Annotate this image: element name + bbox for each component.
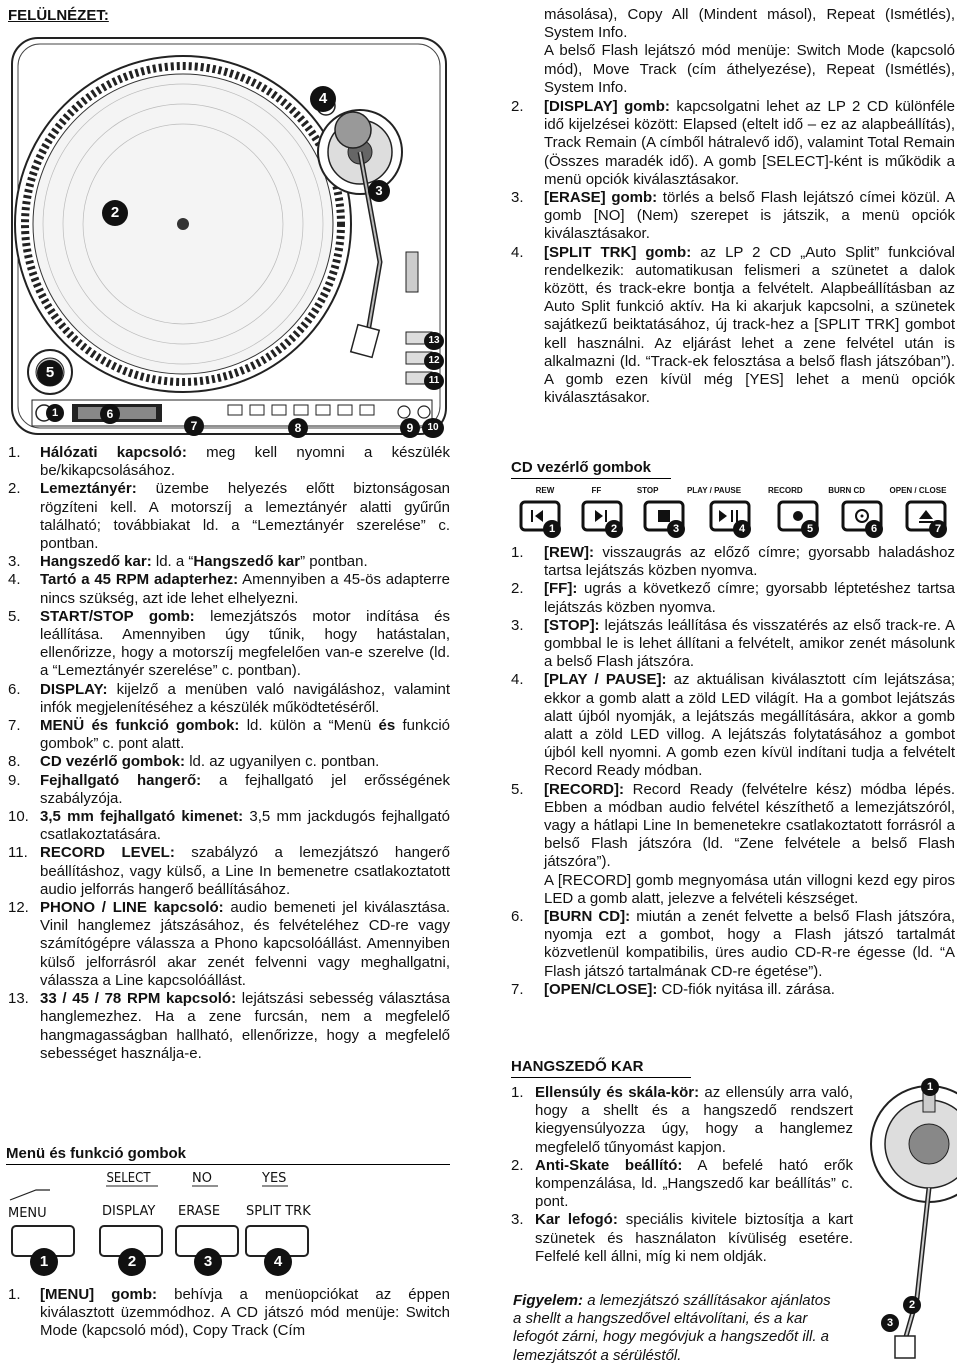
label-erase: ERASE [178, 1204, 221, 1219]
cd-label-rew: REW [535, 486, 555, 495]
menu-section-heading: Menü és funkció gombok [6, 1145, 450, 1165]
callout-2: 2 [102, 200, 128, 226]
list-item: 6. DISPLAY: kijelző a menüben való navigáláshoz, valamint infók megjelenítéséhez a készülék működtetéséről. [8, 680, 450, 716]
list-item: 9. Fejhallgató hangerő: a fejhallgató jel erősségének szabályzója. [8, 771, 451, 807]
callout-12: 12 [424, 352, 444, 370]
cd-badge-4: 4 [733, 520, 751, 538]
label-display: DISPLAY [102, 1204, 156, 1219]
arm-section-heading: HANGSZEDŐ KAR [511, 1058, 691, 1078]
list-item: 1. Ellensúly és skála-kör: az ellensúly arra való, hogy a shellt és a hangszedő rendszert kiegyensúlyozza úgy, hogy a hanglemez megfelelő tűnyomást kapjon. [511, 1084, 853, 1156]
label-menu: MENU [8, 1206, 47, 1221]
overview-heading: FELÜLNÉZET: [8, 7, 109, 24]
list-item: 5. [RECORD]: Record Ready (felvételre kész) módba lépés. Ebben a módban audio felvétel készíthető a lemezjátszóról, vagy a hátlapi Line In bemenetekre csatlakoztatott forrásról a belső Flash játszóra (ld. “Zene felvétele a belső Flash játszóra”). A [RECORD] gomb megnyomása után villogni kezd egy piros LED a gomb alatt, jelezve a felvételi készséget. [511, 780, 955, 907]
callout-6: 6 [100, 404, 120, 424]
callout-5: 5 [37, 360, 63, 386]
list-item: 1. [MENU] gomb: behívja a menüopciókat az éppen kiválasztott üzemmódhoz. A CD játszó mód menüje: Switch Mode (kapcsoló mód), Copy Track (Cím [8, 1286, 450, 1340]
callout-7: 7 [184, 416, 204, 436]
menu-badge-3: 3 [194, 1248, 222, 1276]
menu-list-continued [511, 98, 955, 407]
cd-badge-2: 2 [605, 520, 623, 538]
overview-list [8, 444, 450, 1063]
list-item: 3. Hangszedő kar: ld. a “Hangszedő kar” pontban. [8, 553, 368, 571]
list-item: 1. [REW]: visszaugrás az előző címre; gyorsabb haladáshoz tartsa lejátszás közben nyomva. [511, 544, 955, 580]
warning-note: Figyelem: a lemezjátszó szállításakor ajánlatos a shellt a hangszedővel eltávolítani, és a kar lefogót zárni, hogy megóvjuk a hangszedőt ill. a lemezjátszót a sérüléstől. [513, 1292, 831, 1364]
callout-1: 1 [46, 404, 64, 422]
flash-menu-text: A belső Flash lejátszó mód menüje: Switch Mode (kapcsoló mód), Move Track (cím áthelyezése), Repeat (Ismétlés), System Info. [544, 42, 955, 96]
cd-buttons-illustration [511, 482, 955, 540]
arm-callout-1: 1 [921, 1078, 939, 1096]
cd-label-burn-cd: BURN CD [828, 486, 866, 495]
cd-badge-5: 5 [801, 520, 819, 538]
cd-badge-1: 1 [543, 520, 561, 538]
list-item: 8. CD vezérlő gombok: ld. az ugyanilyen c. pontban. [8, 753, 380, 771]
list-item: 1. Hálózati kapcsoló: meg kell nyomni a készülék be/kikapcsolásához. [8, 444, 450, 480]
cd-label-play-pause: PLAY / PAUSE [686, 486, 742, 495]
turntable-illustration [8, 2, 450, 442]
cd-label-ff: FF [591, 486, 602, 495]
label-split-trk: SPLIT TRK [246, 1204, 311, 1219]
list-item: 7. [OPEN/CLOSE]: CD-fiók nyitása ill. zárása. [511, 980, 835, 998]
menu-continued [544, 6, 955, 97]
arm-callout-3: 3 [881, 1314, 899, 1332]
callout-11: 11 [424, 372, 444, 390]
callout-3: 3 [368, 180, 390, 202]
menu-badge-2: 2 [118, 1248, 146, 1276]
menu-buttons-illustration [6, 1168, 450, 1280]
list-item: 6. [BURN CD]: miután a zenét felvette a belső Flash játszóra, nyomja ezt a gombot, hogy a Flash játszó tartalmát közvetlenül kompatibilis, üres audio CD-R-re égesse (ld. “A Flash játszó tartalmának CD-re égetése”). [511, 908, 955, 980]
callout-8: 8 [288, 418, 308, 438]
menu-list-start [8, 1286, 450, 1341]
list-item: 12. PHONO / LINE kapcsoló: audio bemeneti jel kiválasztása. Vinil hanglemez játszásához, és felvételéhez CD-re vagy számítógépre válassza a Phono kapcsolóállást. Amennyiben külső jelforrásról akar zenét felvenni vagy meghallgatni, válassza a Line kapcsolóállást. [8, 899, 450, 989]
cd-badge-3: 3 [667, 520, 685, 538]
list-item: 4. Tartó a 45 RPM adapterhez: Amennyiben a 45-ös adapterre nincs szükség, azt ide lehet elhelyezni. [8, 571, 450, 607]
callout-9: 9 [400, 418, 420, 438]
list-item: 11. RECORD LEVEL: szabályzó a lemezjátszó hangerő beállításhoz, vagy külső, a Line In bemenetre csatlakoztatott audio jelforrás hangerő beállításához. [8, 844, 450, 898]
list-item: 2. Anti-Skate beállító: A befelé ható erők kompenzálása, ld. „Hangszedő kar beállítás” c. pont. [511, 1156, 854, 1211]
tonearm-illustration [867, 1078, 957, 1363]
cd-badge-7: 7 [929, 520, 947, 538]
list-item: 3. [ERASE] gomb: törlés a belső Flash lejátszó címei közül. A gomb [NO] (Nem) szerepet is játszik, a menü opciók kiválasztásakor. [511, 189, 955, 243]
list-item: 2. [FF]: ugrás a következő címre; gyorsabb léptetéshez tartsa lejátszás közben nyomva. [511, 580, 955, 616]
callout-10: 10 [422, 418, 444, 438]
label-no: NO [192, 1171, 212, 1186]
list-item: 2. Lemeztányér: üzembe helyezés előtt biztonságosan rögzíteni kell. A motorszíj a lemeztányér alatti gyűrűn található; továbbiakat ld. a “Lemeztányér szerelése” c. pontban. [8, 480, 450, 553]
list-item: 5. START/STOP gomb: lemezjátszós motor indítása és leállítása. Amennyiben úgy tűnik, hogy hatástalan, ellenőrizze, hogy a motorszíj megfelelően van-e szerelve (ld. a “Lemeztányér szerelése” c. pontban). [8, 607, 450, 680]
list-item: 7. MENÜ és funkció gombok: ld. külön a “Menü és funkció gombok” c. pont alatt. [8, 717, 450, 753]
list-item: 3. Kar lefogó: speciális kivitele biztosítja a kart szünetek és használaton kívüliség esetére. Felfelé kell állni, míg ki nem oldják. [511, 1211, 853, 1265]
menu-badge-1: 1 [30, 1248, 58, 1276]
arm-callout-2: 2 [903, 1296, 921, 1314]
list-item: 13. 33 / 45 / 78 RPM kapcsoló: lejátszási sebesség választása hanglemezhez. Ha a zene furcsán, nem a megfelelő hangmagasságban hallható, ellenőrizze, hogy a megfelelő sebességet használja-e. [8, 990, 450, 1062]
list-item: 4. [SPLIT TRK] gomb: az LP 2 CD „Auto Split” funkcióval rendelkezik: automatikusan felismeri a szünetet a dalok között, és track-ekre bontja a felvételt. Alapbeállításban az Auto Split funkció aktív. Ha ki akarjuk kapcsolni, a szünetek sajátkezű beiktatásához, új track-hez a [SPLIT TRK] gombot kell használni. Az eljárást lehet a zene felvétel után is alkalmazni (ld. “Track-ek felosztása a belső flash játszóban”). A gomb ezen kívül még [YES] lehet a menü opciók kiválasztásakor. [511, 243, 955, 407]
menu-badge-4: 4 [264, 1248, 292, 1276]
arm-list [511, 1084, 853, 1266]
callout-13: 13 [424, 332, 444, 350]
cd-list [511, 544, 955, 999]
cd-label-open-close: OPEN / CLOSE [889, 486, 947, 495]
list-item: 3. [STOP]: lejátszás leállítása és visszatérés az első track-re. A gombbal le is lehet állítani a felvételt, amikor zenét másolunk a belső Flash játszóra. [511, 616, 955, 671]
cd-label-stop: STOP [636, 486, 659, 495]
callout-4: 4 [310, 86, 336, 112]
list-item: 4. [PLAY / PAUSE]: az aktuálisan kiválasztott cím lejátszása; ekkor a gomb alatt a zöld LED világít. Ha a gombot lejátszás alatt újból nyomják, a lejátszás megállítására, akkor a gomb alatt a zöld LED villog. A lejátszás folytatásához a gombot újból kell nyomni. A gomb ezen kívül indítani tudja a felvételt Record Ready módban. [511, 671, 955, 780]
list-item: 2. [DISPLAY] gomb: kapcsolgatni lehet az LP 2 CD különféle idő kijelzései között: Elapsed (eltelt idő – ez az alapbeállítás), Track Remain (A címből hátralevő idő), valamint Total Remain (Összes maradék idő). A gomb [SELECT]-ként is működik a menü opciók kiválasztásakor. [511, 98, 955, 188]
cd-section-heading: CD vezérlő gombok [511, 459, 671, 479]
list-item: 10. 3,5 mm fejhallgató kimenet: 3,5 mm jackdugós fejhallgató csatlakoztatására. [8, 808, 450, 844]
cd-badge-6: 6 [865, 520, 883, 538]
label-yes: YES [262, 1171, 287, 1186]
label-select: SELECT [106, 1171, 151, 1186]
cd-label-record: RECORD [767, 486, 803, 495]
continued-text: másolása), Copy All (Mindent másol), Repeat (Ismétlés), System Info. [544, 6, 955, 42]
